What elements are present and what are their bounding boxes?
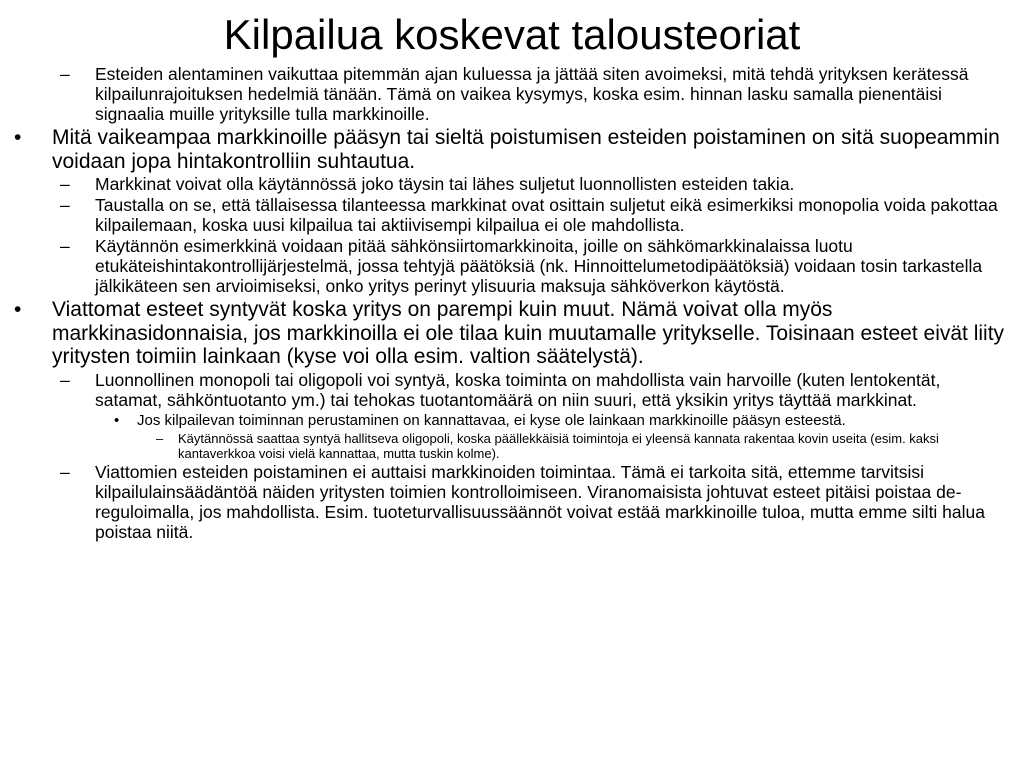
bullet-text: Markkinat voivat olla käytännössä joko täysin tai lähes suljetut luonnollisten esteiden takia. (95, 174, 795, 194)
bullet-text: Esteiden alentaminen vaikuttaa pitemmän ajan kuluessa ja jättää siten avoimeksi, mitä tehdä yrityksen kerätessä kilpailunrajoituksen hedelmiä tänään. Tämä on vaikea kysymys, koska esim. hinnan lasku samalla pienentäisi signaalia muille yrityksille tulla markkinoille. (95, 64, 969, 124)
bullet-text: Viattomien esteiden poistaminen ei auttaisi markkinoiden toimintaa. Tämä ei tarkoita sitä, ettemme tarvitsisi kilpailulainsäädäntöä näiden yritysten toimien kontrolloimiseen. Viranomaisista johtuvat esteet pitäisi poistaa de-reguloimalla, jos mahdollista. Esim. tuoteturvallisuussäännöt voivat estää markkinoille tuloa, mutta emme silti halua poistaa niitä. (95, 462, 985, 542)
dash-marker: – (60, 195, 70, 215)
bullet-text: Käytännössä saattaa syntyä hallitseva oligopoli, koska päällekkäisiä toimintoja ei yleensä kannata rakentaa kovin useita (esim. kaksi kantaverkkoa voisi vielä kannattaa, mutta tuskin kolme). (178, 431, 939, 461)
bullet-text: Mitä vaikeampaa markkinoille pääsyn tai sieltä poistumisen esteiden poistaminen on sitä suopeammin voidaan jopa hintakontrolliin suhtautua. (52, 126, 1000, 173)
dash-marker: – (156, 431, 164, 446)
dash-marker: – (60, 174, 70, 194)
level-2-dash-item (0, 64, 1024, 124)
bullet-text: Luonnollinen monopoli tai oligopoli voi syntyä, koska toiminta on mahdollista vain harvoille (kuten lentokentät, satamat, sähköntuotanto ym.) tai tehokas tuotantomäärä on niin suuri, että yksikin yritys täyttää markkinat. (95, 369, 941, 410)
level-2-dash-item (0, 174, 1024, 194)
bullet-text: Jos kilpailevan toiminnan perustaminen on kannattavaa, ei kyse ole lainkaan markkinoille pääsyn esteestä. (137, 411, 846, 429)
level-2-dash-item (0, 195, 1024, 235)
bullet-marker: • (14, 126, 22, 149)
level-2-dash-item (0, 236, 1024, 296)
bullet-text: Taustalla on se, että tällaisessa tilanteessa markkinat ovat osittain suljetut eikä esimerkiksi monopolia voida pakottaa kilpailemaan, koska uusi kilpailua tai aktiivisempi kilpailua ei ole mahdollista. (95, 195, 998, 235)
slide-content (0, 63, 1024, 542)
bullet-marker: • (114, 411, 120, 429)
level-3-sub-bullet (0, 412, 1024, 430)
dash-marker: – (60, 64, 70, 84)
bullet-text: Käytännön esimerkkinä voidaan pitää sähkönsiirtomarkkinoita, joille on sähkömarkkinalaissa luotu etukäteishintakontrollijärjestelmä, jossa tehtyjä päätöksiä (nk. Hinnoittelumetodipäätöksiä) voidaan tosin tarkastella jälkikäteen sen arvioimiseksi, onko yritys perinyt ylisuuria maksuja sähköverkon käytöstä. (95, 236, 983, 296)
level-4-sub-dash-item (0, 431, 1024, 461)
dash-marker: – (60, 369, 70, 390)
dash-marker: – (60, 462, 70, 482)
slide-title: Kilpailua koskevat talousteoriat (223, 11, 801, 58)
level-2-dash-item (0, 370, 1024, 410)
level-1-bullet (0, 298, 1024, 369)
dash-marker: – (60, 236, 70, 256)
bullet-marker: • (14, 298, 22, 321)
level-1-bullet (0, 126, 1024, 173)
bullet-text: Viattomat esteet syntyvät koska yritys on parempi kuin muut. Nämä voivat olla myös markkinasidonnaisia, jos markkinoilla ei ole tilaa kuin muutamalle yritykselle. Toisinaan esteet eivät liity yritysten toimiin lainkaan (kyse voi olla esim. valtion säätelystä). (52, 298, 1005, 368)
level-2-dash-item (0, 462, 1024, 542)
